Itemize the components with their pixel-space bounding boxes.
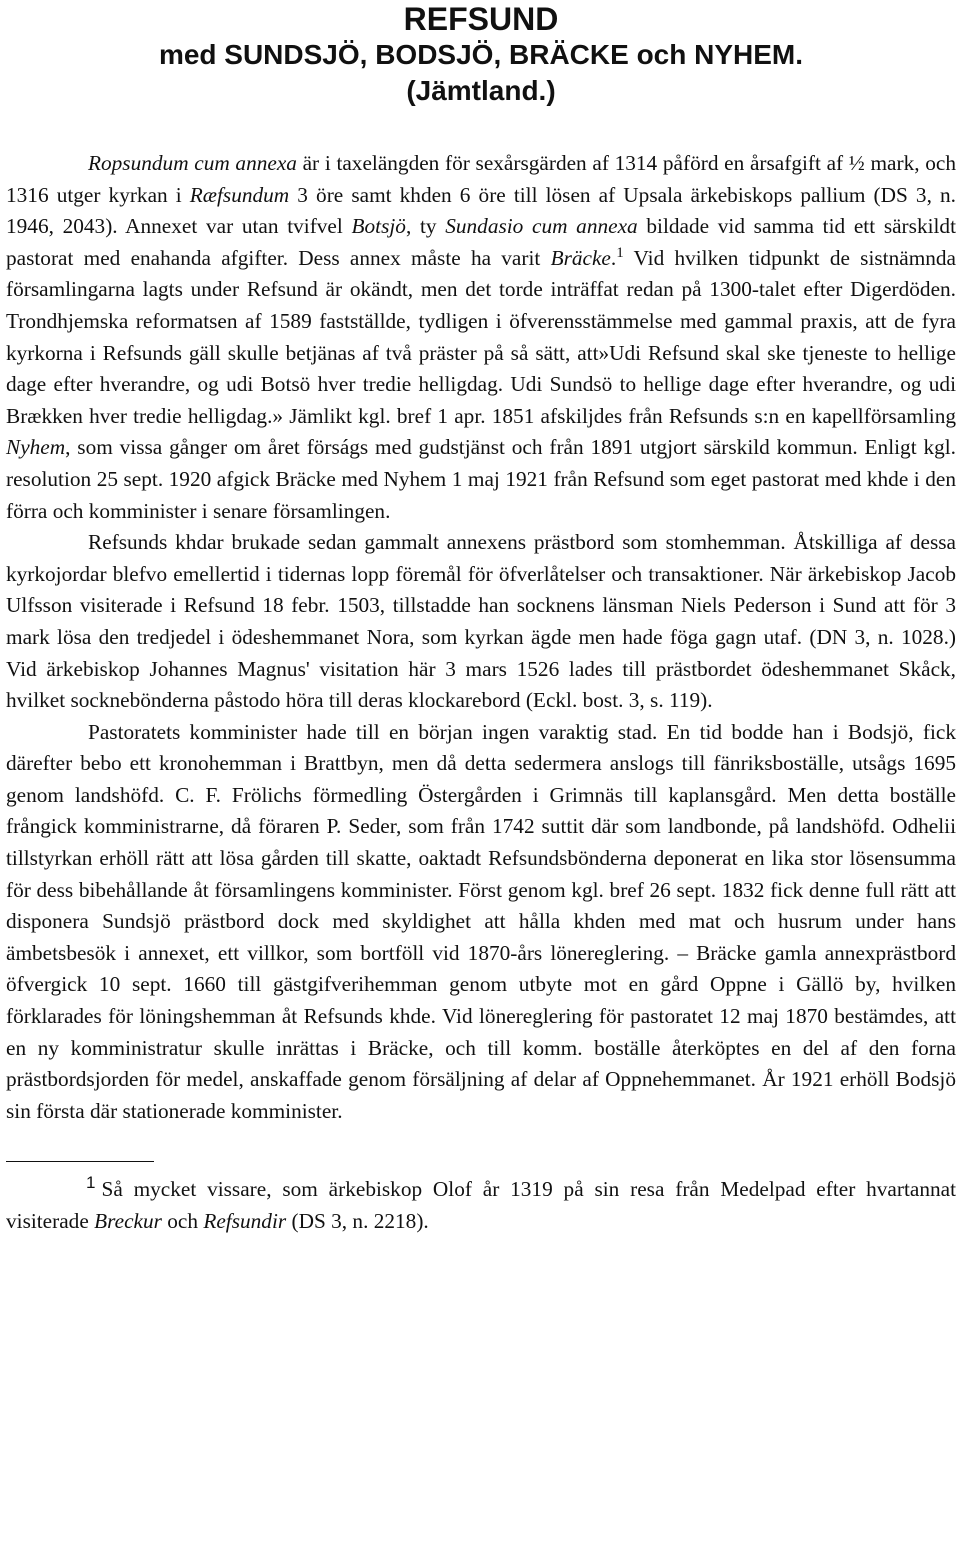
text-run: Vid hvilken tidpunkt de sistnämnda församlingarna lagts under Refsund är okändt, men det torde inträffat redan på 1300-talet efter Digerdöden. Trondhjemska reformatsen af 1589 fastställde, tydligen i öfverensstämmelse med gammal praxis, att de fyra kyrkorna i Refsunds gäll skulle betjänas af två präster på så sätt, att»Udi Refsund skal ske tjeneste to hellige dage efter hverandre, og udi Botsö hver tredie helligdag. Udi Sundsö to hellige dage efter hverandre, og udi Brækken hver tredie helligdag.» Jämlikt kgl. bref 1 apr. 1851 afskiljdes från Refsunds s:n en kapellförsamling: [6, 245, 957, 428]
title-line-3: (Jämtland.): [406, 75, 556, 106]
paragraph-1: [6, 148, 956, 527]
italic-term: Breckur: [94, 1209, 162, 1233]
italic-term: Bräcke: [550, 245, 611, 270]
italic-term: Botsjö: [351, 214, 406, 239]
text-run: 3 öre samt khden 6 öre till lösen af Upsala ärkebiskops pallium (DS 3, n. 1946, 2043). Annexet var utan tvifvel: [6, 182, 956, 239]
footnote-mark: 1: [86, 1173, 96, 1193]
italic-term: Refsundir: [203, 1209, 287, 1233]
text-run: (DS 3, n. 2218).: [286, 1209, 429, 1233]
paragraph-3: Pastoratets komminister hade till en början ingen varaktig stad. En tid bodde han i Bodsjö, fick därefter bebo ett kronohemman i Brattbyn, men då detta sedermera anslogs till fänriksboställe, utsågs 1695 genom landshöfd. C. F. Frölichs förmedling Östergården i Grimnäs till kaplansgård. Men detta boställe frångick komministrarne, då föraren P. Seder, som från 1742 suttit där som landbonde, på landshöfd. Odhelii tillstyrkan erhöll rätt att lösa gården till skatte, oaktadt Refsundsbönderna deponerat en lika stor lösensumma för dess bibehållande åt församlingens komminister. Först genom kgl. bref 26 sept. 1832 fick denne full rätt att disponera Sundsjö prästbord dock med skyldighet att hålla khden med mat och husrum under hans ämbetsbesök i annexet, ett villkor, som bortföll vid 1870-års lönereglering. – Bräcke gamla annexprästbord öfvergick 10 sept. 1660 till gästgifverihemman genom utbyte mot en gård Oppne i Gällö by, hvilken förklarades för löningshemman åt Refsunds khde. Vid lönereglering för pastoratet 12 maj 1870 bestämdes, att en ny komministratur skulle inrättas i Bräcke, och till komm. boställe återköptes en del af den forna prästbordsjorden för medel, anskaffade genom försäljning af delar af Oppnehemmanet. År 1921 erhöll Bodsjö sin första där stationerade komminister.: [6, 719, 956, 1123]
footnote-reference[interactable]: 1: [616, 244, 624, 261]
paragraph-2: Refsunds khdar brukade sedan gammalt annexens prästbord som stomhemman. Åtskilliga af dessa kyrkojordar blefvo emellertid i tidernas lopp föremål för öfverlåtelser och transaktioner. När ärkebiskop Jacob Ulfsson visiterade i Refsund 18 febr. 1503, tillstadde han socknens länsman Niels Pederson i Sund att för 3 mark lösa den tredjedel i ödeshemmanet Nora, som kyrkan ägde men hade föga gagn utaf. (DN 3, n. 1028.) Vid ärkebiskop Johannes Magnus' visitation här 3 mars 1526 lades till prästbordet ödeshemmanet Skåck, hvilket socknebönderna påstodo höra till deras klockarebord (Eckl. bost. 3, s. 119).: [6, 530, 956, 713]
footnote-divider: [6, 1161, 154, 1162]
title-line-2: med SUNDSJÖ, BODSJÖ, BRÄCKE och NYHEM.: [158, 39, 804, 70]
footnote: [6, 1174, 956, 1237]
page-title: [6, 0, 956, 109]
text-run: Så mycket vissare, som ärkebiskop Olof år 1319 på sin resa från Medelpad efter hvartannat visiterade: [6, 1177, 956, 1233]
text-run: , som vissa gånger om året förságs med gudstjänst och från 1891 utgjort särskild kommun. Enligt kgl. resolution 25 sept. 1920 afgick Bräcke med Nyhem 1 maj 1921 från Refsund som eget pastorat med khde i den förra och komminister i senare församlingen.: [6, 435, 956, 523]
italic-term: Ropsundum cum annexa: [88, 151, 297, 175]
title-line-1: REFSUND: [403, 1, 559, 37]
text-run: .: [610, 245, 617, 270]
text-run: bildade vid samma tid ett särskildt pastorat med enahanda afgifter. Dess annex måste ha varit: [6, 214, 956, 270]
italic-term: Sundasio cum annexa: [445, 214, 638, 239]
text-run: , ty: [405, 214, 446, 239]
italic-term: Nyhem: [6, 435, 66, 460]
italic-term: Ræfsundum: [189, 182, 290, 207]
text-run: och: [161, 1209, 204, 1233]
body-text: [6, 148, 956, 1127]
text-run: är i taxelängden för sexårsgärden af 1314 påförd en årsafgift af ½ mark, och 1316 utger kyrkan i: [6, 151, 956, 207]
